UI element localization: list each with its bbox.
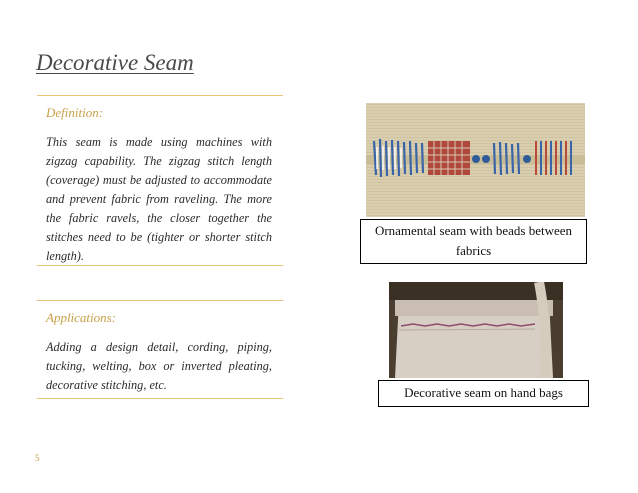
handbag-seam-caption: Decorative seam on hand bags xyxy=(378,380,589,407)
page-title: Decorative Seam xyxy=(36,50,194,75)
definition-bottom-rule xyxy=(37,265,283,266)
definition-text: This seam is made using machines with zigzag capability. The zigzag stitch length (coverage) must be adjusted to accommodate and prevent fabric from raveling. The more the fabric ravels, the closer together the stitches need to be (tighter or shorter stitch length). xyxy=(46,135,272,263)
ornamental-seam-photo xyxy=(366,103,585,217)
definition-label: Definition: xyxy=(46,105,104,120)
applications-top-rule xyxy=(37,300,283,301)
applications-text: Adding a design detail, cording, piping, tucking, welting, box or inverted pleating, decorative stitching, etc. xyxy=(46,340,272,392)
applications-bottom-rule xyxy=(37,398,283,399)
definition-top-rule xyxy=(37,95,283,96)
page-number: 5 xyxy=(35,453,40,463)
applications-label: Applications: xyxy=(46,310,117,325)
ornamental-seam-caption: Ornamental seam with beads between fabrics xyxy=(360,219,587,264)
handbag-seam-photo xyxy=(389,282,563,378)
